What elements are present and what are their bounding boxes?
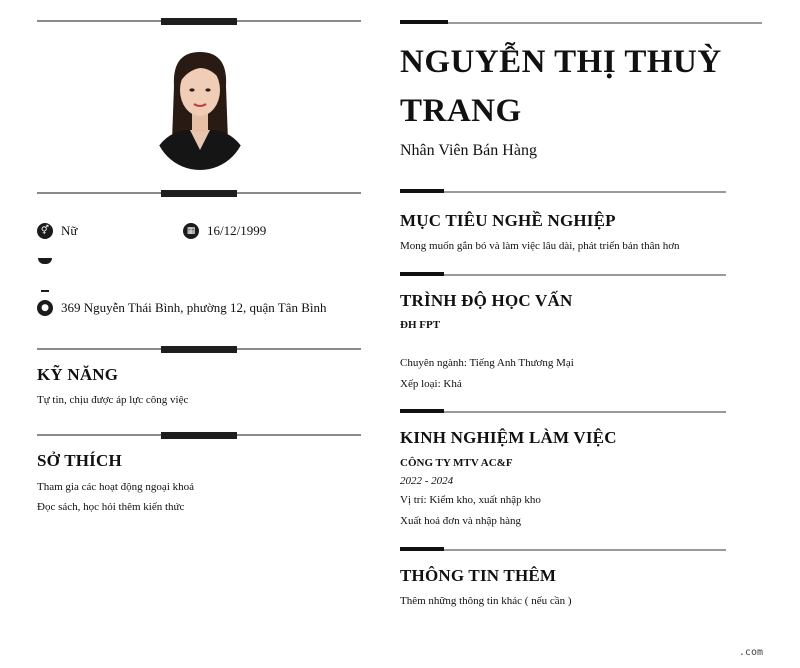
divider bbox=[400, 271, 726, 279]
calendar-icon: ▦ bbox=[183, 223, 199, 239]
birthday-value: 16/12/1999 bbox=[207, 223, 267, 238]
hidden-icon-fragment bbox=[41, 290, 49, 292]
education-rank: Xếp loại: Khá bbox=[400, 378, 462, 390]
hobbies-title: SỞ THÍCH bbox=[37, 451, 122, 470]
work-duty: Xuất hoá đơn và nhập hàng bbox=[400, 515, 521, 527]
divider bbox=[37, 16, 361, 26]
education-major: Chuyên ngành: Tiếng Anh Thương Mại bbox=[400, 357, 574, 369]
birthday-row bbox=[183, 223, 266, 239]
additional-title: THÔNG TIN THÊM bbox=[400, 566, 557, 585]
experience-title: KINH NGHIỆM LÀM VIỆC bbox=[400, 428, 617, 447]
divider bbox=[37, 188, 361, 198]
divider bbox=[37, 344, 361, 354]
gender-value: Nữ bbox=[61, 223, 78, 238]
additional-text: Thêm những thông tin khác ( nếu cần ) bbox=[400, 595, 572, 607]
divider bbox=[37, 430, 361, 440]
hidden-icon-fragment bbox=[38, 258, 52, 264]
address-value: 369 Nguyễn Thái Bình, phường 12, quận Tân Bình bbox=[61, 300, 327, 315]
company-name: CÔNG TY MTV AC&F bbox=[400, 457, 513, 469]
candidate-name: NGUYỄN THỊ THUỲ TRANG bbox=[400, 44, 722, 129]
school-name: ĐH FPT bbox=[400, 319, 441, 331]
gender-icon: ⚥ bbox=[37, 223, 53, 239]
work-period: 2022 - 2024 bbox=[400, 475, 454, 487]
job-title: Nhân Viên Bán Hàng bbox=[400, 142, 537, 159]
education-title: TRÌNH ĐỘ HỌC VẤN bbox=[400, 291, 573, 310]
skill-item: Tự tin, chịu được áp lực công việc bbox=[37, 394, 189, 406]
profile-photo bbox=[154, 46, 246, 170]
location-pin-icon: ● bbox=[37, 300, 53, 316]
objective-text: Mong muốn gắn bó và làm việc lâu dài, phát triển bản thân hơn bbox=[400, 240, 680, 252]
address-row bbox=[37, 300, 326, 316]
hobby-item: Tham gia các hoạt động ngoại khoá bbox=[37, 481, 195, 493]
divider bbox=[400, 408, 726, 416]
hobby-item: Đọc sách, học hỏi thêm kiến thức bbox=[37, 501, 185, 513]
gender-row bbox=[37, 223, 77, 239]
divider bbox=[400, 546, 726, 554]
objective-title: MỤC TIÊU NGHỀ NGHIỆP bbox=[400, 211, 616, 230]
divider bbox=[400, 188, 726, 196]
divider bbox=[400, 19, 762, 27]
skills-title: KỸ NĂNG bbox=[37, 365, 119, 384]
work-position: Vị trí: Kiểm kho, xuất nhập kho bbox=[400, 494, 541, 506]
footer-text: .com bbox=[738, 647, 763, 658]
